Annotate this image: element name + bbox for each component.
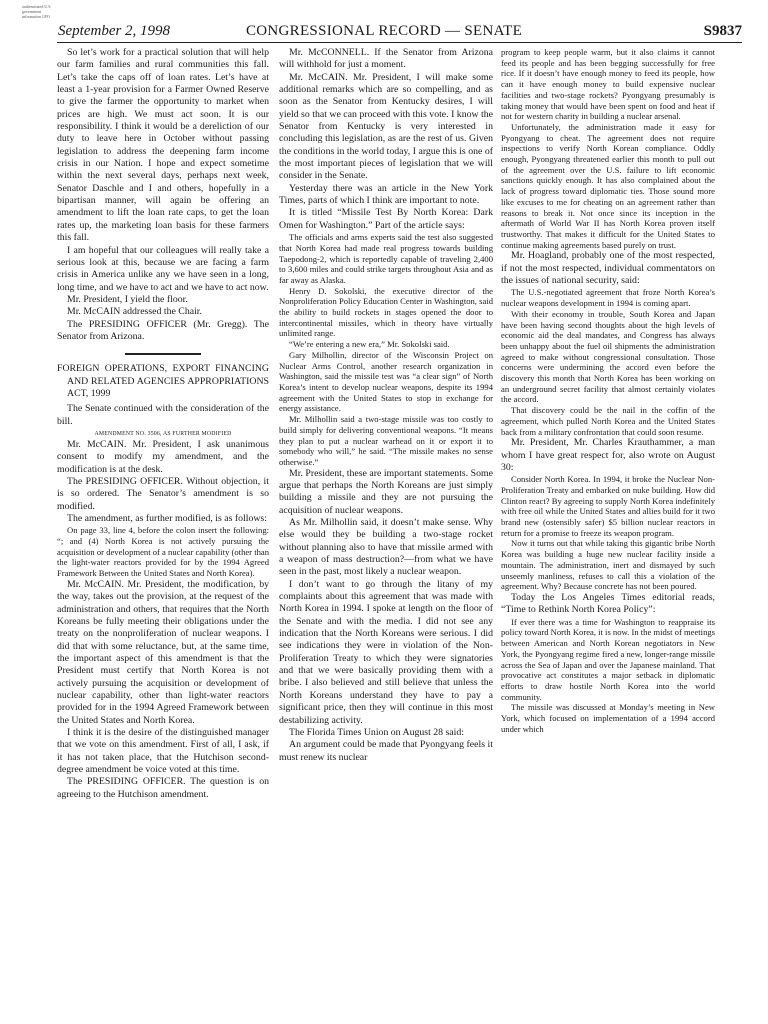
quoted-paragraph: Now it turns out that while taking this gigantic bribe North Korea was building a huge new nuclear facility inside a mountain. The administration, inert and dismayed by such unseemly manliness, refuses to call this a violation of the agreement. Why? Because concrete has not been poured.	[501, 538, 715, 592]
paragraph: The Florida Times Union on August 28 said:	[289, 726, 464, 738]
paragraph: As Mr. Milhollin said, it doesn’t make sense. Why else would they be building a two-stage rocket without planning also to have that missile armed with a weapon of mass destruction?—from what we have seen in the past, most likely a nuclear weapon.	[279, 517, 493, 578]
quoted-paragraph: With their economy in trouble, South Korea and Japan have been having second thoughts about the high levels of economic aid the deal mandates, and Congress has always been unhappy about the fuel oil shipments the administration agreed to make without congressional consultation. Those concerns were undermining the accord even before the discovery this month that North Korea has been working on an underground secret facility that almost certainly violates the accord.	[501, 308, 715, 405]
gpo-authentication-logo: authenticated U.S. government information GPO	[22, 4, 52, 19]
quoted-paragraph: Unfortunately, the administration made it easy for Pyongyang to cheat. The agreement does not require inspections to verify North Korean compliance. Oddly enough, Pyongyang threatened earlier this month to pull out of the agreement over the U.S. failure to lift economic sanctions quickly enough. It has also complained about the lack of progress toward diplomatic ties. Those sound more like excuses to me for cheating on an agreement rather than reasons to break it. Not once since its inception in the aftermath of World War II has North Korea proven itself trustworthy. That makes it difficult for the United States to continue making agreements based purely on trust.	[501, 121, 715, 250]
paragraph: Mr. McCAIN. Mr. President, the modification, by the way, takes out the provision, at the request of the administration and others, that requires that the North Koreans be fully meeting their obligations under the treaty on the nonproliferation of nuclear weapons. I did that with some reluctance, but, at the same time, the important aspect of this amendment is that the President must certify that North Korea is not actively pursuing the acquisition or development of nuclear capability, other than light-water reactors provided for in the 1994 Agreed Framework between the United States and North Korea.	[57, 578, 269, 726]
section-heading: FOREIGN OPERATIONS, EXPORT FINANCING AND RELATED AGENCIES APPROPRIATIONS ACT, 1999	[57, 363, 269, 399]
paragraph: Mr. McCONNELL. If the Senator from Arizona will withhold for just a moment.	[279, 47, 493, 71]
header-title: CONGRESSIONAL RECORD — SENATE	[245, 23, 523, 39]
paragraph: Mr. McCAIN. Mr. President, I ask unanimous consent to modify my amendment, and the modification is at the desk.	[57, 438, 269, 475]
paragraph: I think it is the desire of the distinguished manager that we vote on this amendment. First of all, I ask, if it has not taken place, that the Hutchison second-degree amendment be voice voted at this time.	[57, 727, 269, 776]
quoted-paragraph: If ever there was a time for Washington to reappraise its policy toward North Korea, it is now. In the midst of meetings between American and North Korean negotiators in New York, the Pyongyang regime fired a new, longer-range missile across the Sea of Japan and over the Japanese mainland. That provocative act constitutes a major setback in diplomatic efforts to draw hostile North Korea into the world community.	[501, 616, 715, 702]
quoted-paragraph: program to keep people warm, but it also claims it cannot feed its people and has been begging successfully for free rice. If it doesn’t have enough money to feed its people, how can it have enough money to build expensive nuclear facilities and two-stage rockets? Pyongyang presumably is taking money that would have been spent on food and heat if not for western charity in building a nuclear arsenal.	[501, 47, 715, 122]
section-divider	[125, 353, 201, 355]
paragraph: Mr. Hoagland, probably one of the most respected, if not the most respected, individual commentators on the issues of national security, said:	[501, 250, 715, 287]
quoted-paragraph: An argument could be made that Pyongyang feels it must renew its nuclear	[279, 739, 493, 763]
quoted-paragraph: Henry D. Sokolski, the executive director of the Nonproliferation Policy Education Center in Washington, said the ability to build rockets in stages opened the door to intercontinental missiles, which in theory have virtually unlimited range.	[279, 285, 493, 339]
paragraph: The amendment, as further modified, is as follows:	[67, 513, 267, 525]
quoted-paragraph: Consider North Korea. In 1994, it broke the Nuclear Non-Proliferation Treaty and embarked on nuke building. How did Clinton react? By agreeing to supply North Korea indefinitely with free oil while the United States and allies build for it two brand new (ostensibly safer) $5 billion nuclear reactors in return for a promise to freeze its weapon program.	[501, 474, 715, 538]
paragraph: Mr. President, Mr. Charles Krauthammer, a man whom I have great respect for, also wrote on August 30:	[501, 437, 715, 473]
header-rule	[57, 42, 742, 43]
paragraph: The PRESIDING OFFICER (Mr. Gregg). The Senator from Arizona.	[57, 318, 269, 342]
quoted-paragraph: The U.S.-negotiated agreement that froze North Korea’s nuclear weapons development in 1994 is coming apart.	[501, 287, 715, 309]
paragraph: I am hopeful that our colleagues will really take a serious look at this, because we are facing a farm crisis in America unlike any we have seen in a long, long time, and we have to act and we have to act now.	[57, 244, 269, 293]
paragraph: It is titled “Missile Test By North Korea: Dark Omen for Washington.” Part of the article says:	[279, 207, 493, 231]
amendment-text: On page 33, line 4, before the colon insert the following: “; and (4) North Korea is not actively pursuing the acquisition or development of a nuclear capability (other than the light-water reactors provided for by the 1994 Agreed Framework Between the United States and North Korea).	[57, 525, 269, 579]
paragraph: Mr. President, I yield the floor.	[67, 293, 188, 305]
header-date: September 2, 1998	[58, 23, 171, 39]
column-1	[57, 47, 269, 1017]
quoted-paragraph: “We’re entering a new era,” Mr. Sokolski said.	[289, 339, 450, 350]
quoted-paragraph: Gary Milhollin, director of the Wisconsin Project on Nuclear Arms Control, another research organization in Washington, said the missile test was “a clear sign” of North Korea’s intent to develop nuclear weapons, despite its 1994 agreement with the United States to stop in exchange for energy assistance.	[279, 349, 493, 414]
quoted-paragraph: The officials and arms experts said the test also suggested that North Korea had made real progress towards building Taepodong-2, which is reportedly capable of traveling 2,400 to 3,600 miles and could strike targets throughout Asia and as far away as Alaska.	[279, 232, 493, 285]
paragraph: Mr. President, these are important statements. Some argue that perhaps the North Koreans are just simply building a missile and they are not pursuing the acquisition of nuclear weapons.	[279, 467, 493, 516]
paragraph: Mr. McCAIN. Mr. President, I will make some additional remarks which are so compelling, and as soon as the Senator from Kentucky desires, I will yield so that we can proceed with this vote. I know the Senator from Kentucky is very interested in concluding this legislation, as are the rest of us. Given the conditions in the world today, I argue this is one of the most important pieces of legislation that we will consider in the Senate.	[279, 71, 493, 182]
paragraph: The PRESIDING OFFICER. The question is on agreeing to the Hutchison amendment.	[57, 776, 269, 800]
paragraph: Today the Los Angeles Times editorial reads, “Time to Rethink North Korea Policy”:	[501, 592, 715, 616]
paragraph: The Senate continued with the consideration of the bill.	[57, 403, 269, 427]
paragraph: The PRESIDING OFFICER. Without objection, it is so ordered. The Senator’s amendment is so modified.	[57, 476, 269, 512]
quoted-paragraph: Mr. Milhollin said a two-stage missile was too costly to build simply for delivering conventional weapons. “It means they plan to put a nuclear warhead on it or export it to somebody who will,” he said. “The missile makes no sense otherwise.”	[279, 414, 493, 467]
paragraph: I don’t want to go through the litany of my complaints about this agreement that was made with North Korea in 1994. I spoke at length on the floor of the Senate and with the media. I did not see any indication that the North Koreans were serious. I did see indications they were in violation of the Non-Proliferation Treaty to which they were signatories and that we were basically providing them with a bribe. I also believed and still believe that unless the North Koreans understand they have to pay a significant price, then they will continue in this most destabilizing activity.	[279, 578, 493, 726]
paragraph: Mr. McCAIN addressed the Chair.	[67, 306, 202, 318]
quoted-paragraph: The missile was discussed at Monday’s meeting in New York, which focused on implementation of a 1994 accord under which	[501, 702, 715, 734]
amendment-label: AMENDMENT NO. 3506, AS FURTHER MODIFIED	[94, 430, 232, 437]
header-page-number: S9837	[703, 23, 742, 39]
paragraph: Yesterday there was an article in the New York Times, parts of which I think are important to note.	[279, 182, 493, 207]
column-2	[279, 47, 493, 1017]
paragraph: So let’s work for a practical solution that will help our farm families and rural communities this fall. Let’s take the caps off of loan rates. Let’s have at least a 1-year provision for a Farmer Owned Reserve to give the farmer the opportunity to market when prices are high. We must act soon. It is our responsibility. I think it would be a dereliction of our duty to leave here in October without passing legislation to address the deepening farm income crisis in our Nation. I hope and expect sometime within the next several days, perhaps next week, Senator Daschle and I and others, hopefully in a bipartisan manner, will again be offering an amendment to lift the loan rate caps, to get the loan rates up, the marketing loan basis for these farmers this fall.	[57, 47, 269, 244]
column-3	[501, 47, 715, 1017]
quoted-paragraph: That discovery could be the nail in the coffin of the agreement, which pulled North Korea and the United States back from a military confrontation that could soon resume.	[501, 405, 715, 437]
